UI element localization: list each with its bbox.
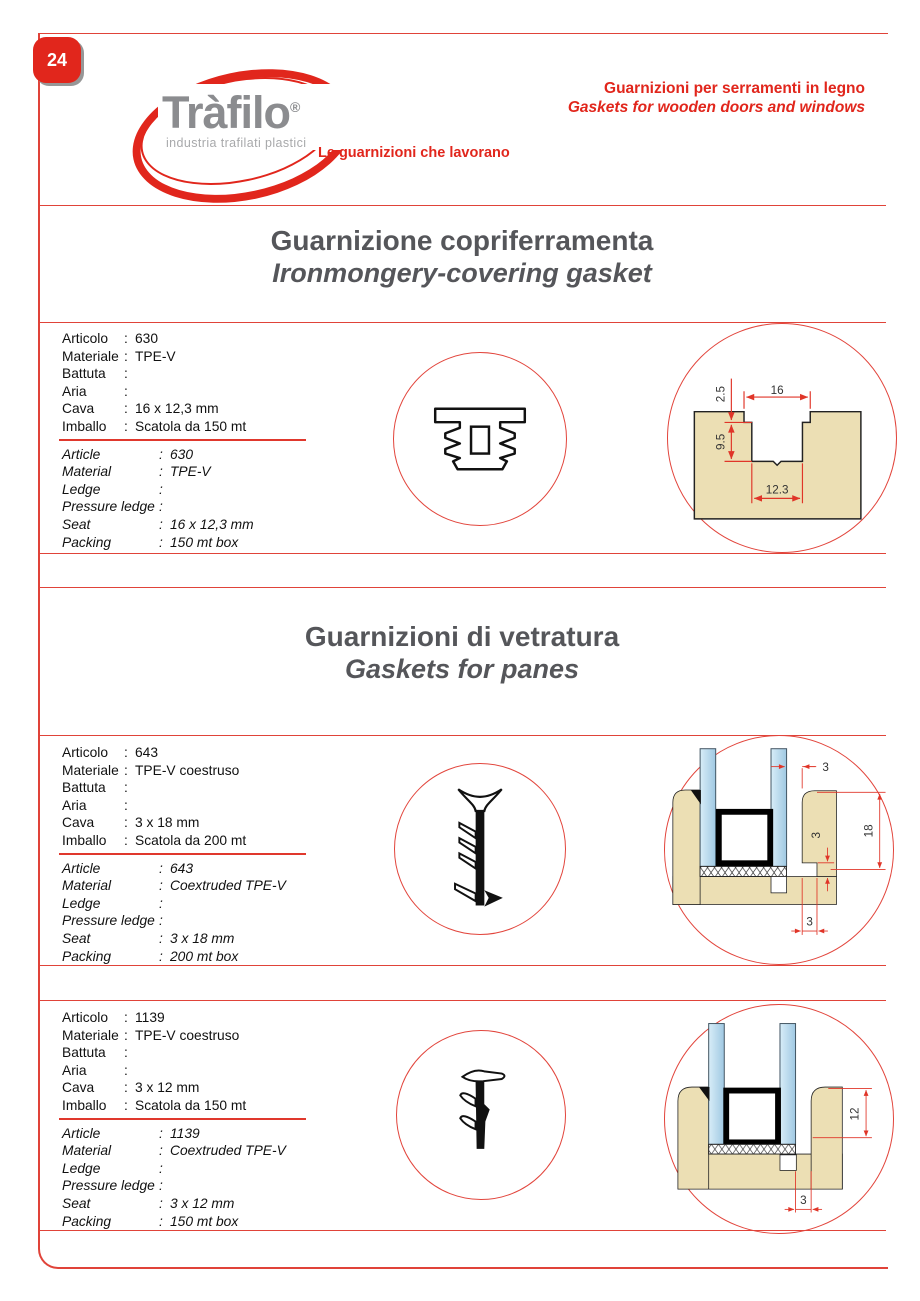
separator-line [38,587,886,588]
wood-left-jamb [673,790,700,905]
technical-drawing-1139 [667,1007,891,1231]
glass-pane [780,1024,796,1145]
page-number: 24 [46,49,68,70]
page-header [440,79,865,117]
spec-row: Aria : [62,1062,128,1078]
gasket-profile-1139 [448,1067,514,1163]
header-title-it: Guarnizioni per serramenti in legno [604,80,865,97]
profile-fin [455,884,476,901]
spec-row: Material : Coextruded TPE-V [62,1143,286,1159]
separator-line [38,965,886,966]
spec-row: Imballo : Scatola da 150 mt [62,418,247,434]
header-title-en: Gaskets for wooden doors and windows [567,99,865,116]
drawing-circle-643 [664,735,894,965]
dim-label: 3 [810,831,824,839]
spec-row: Materiale : TPE-V [62,348,176,364]
spec-row: Imballo : Scatola da 200 mt [62,832,247,848]
spec-row: Pressure ledge : [62,499,163,515]
dim-label: 3 [822,760,829,774]
profile-hole [471,427,489,454]
wood-block [694,412,861,519]
brand-subtitle: industria trafilati plastici [166,136,307,150]
brand-tagline: Le guarnizioni che lavorano [318,145,510,161]
profile-circle-643 [394,763,566,935]
section1-title-en: Ironmongery-covering gasket [272,258,652,288]
spec-row: Battuta : [62,780,128,796]
spec-row: Packing : 200 mt box [62,948,239,964]
spec-row: Aria : [62,383,128,399]
spec-row: Article : 643 [62,860,194,876]
profile-circle-1139 [396,1030,566,1200]
spec-row: Articolo : 643 [62,745,159,760]
spec-row: Ledge : [62,481,163,497]
spec-row: Article : 1139 [62,1125,200,1141]
section2-title-it: Guarnizioni di vetratura [304,621,620,652]
profile-fin [459,823,475,838]
technical-drawing-643 [667,738,891,962]
spec-row: Battuta : [62,1045,128,1061]
spec-row: Seat : 3 x 12 mm [62,1195,235,1211]
section-heading-1 [38,224,886,289]
glass-pane [709,1024,725,1145]
spec-divider [59,853,306,855]
spec-row: Article : 630 [62,446,194,462]
wood-left-jamb [678,1087,709,1189]
spec-row: Articolo : 630 [62,331,159,346]
gasket-slot [780,1155,796,1171]
profile-flag [462,1070,504,1081]
dim-label: 12 [848,1107,862,1121]
spec-row: Packing : 150 mt box [62,534,239,550]
profile-fin [459,838,475,853]
section1-title-it: Guarnizione copriferramenta [270,225,654,256]
spec-row: Seat : 3 x 18 mm [62,930,235,946]
spec-row: Pressure ledge : [62,913,163,929]
spec-divider [59,439,306,441]
gasket-slot [771,876,787,892]
dim-label: 16 [770,384,784,398]
spec-row: Material : TPE-V [62,464,211,480]
separator-line [38,553,886,554]
spec-row: Ledge : [62,895,163,911]
dim-label: 3 [800,1193,807,1207]
separator-line [38,322,886,323]
section-heading-2 [38,620,886,685]
dim-label: 18 [862,824,876,838]
registered-mark: ® [290,99,300,115]
spec-row: Pressure ledge : [62,1178,163,1194]
brand-name: Tràfilo® [162,87,300,138]
separator-line [38,1000,886,1001]
spec-row: Seat : 16 x 12,3 mm [62,516,254,532]
profile-stem [476,809,485,906]
dim-label: 12.3 [765,483,789,497]
technical-drawing-630 [670,326,894,550]
spec-row: Materiale : TPE-V coestruso [62,1027,240,1043]
profile-fin [460,1093,475,1106]
profile-fin [460,1116,475,1129]
dim-label: 2.5 [714,386,728,403]
glass-spacer [719,812,770,863]
spec-row: Aria : [62,797,128,813]
spec-row: Materiale : TPE-V coestruso [62,762,240,778]
drawing-circle-630 [667,323,897,553]
product-643-specs [62,744,362,965]
spec-row: Packing : 150 mt box [62,1213,239,1229]
glass-spacer [726,1091,778,1143]
dim-label: 3 [806,915,813,929]
drawing-circle-1139 [664,1004,894,1234]
profile-funnel [458,789,501,811]
product-630-specs [62,330,362,551]
spec-row: Articolo : 1139 [62,1010,165,1025]
section2-title-en: Gaskets for panes [344,654,580,684]
spec-divider [59,1118,306,1120]
dim-label: 9.5 [714,433,728,451]
spec-row: Battuta : [62,366,128,382]
separator-line [38,205,886,206]
spec-row: Material : Coextruded TPE-V [62,878,286,894]
spec-row: Imballo : Scatola da 150 mt [62,1097,247,1113]
profile-foot-arrow [484,890,502,906]
page-number-badge [33,37,81,83]
gasket-profile-630 [424,399,536,479]
spec-row: Ledge : [62,1160,163,1176]
spec-row: Cava : 3 x 18 mm [62,815,200,831]
profile-fin [459,853,475,868]
spec-row: Cava : 3 x 12 mm [62,1080,200,1096]
spec-row: Cava : 16 x 12,3 mm [62,401,219,417]
glass-pane [700,749,716,867]
profile-circle-630 [393,352,567,526]
product-1139-specs [62,1009,362,1230]
gasket-profile-643 [441,786,519,912]
profile-stem [476,1079,490,1149]
